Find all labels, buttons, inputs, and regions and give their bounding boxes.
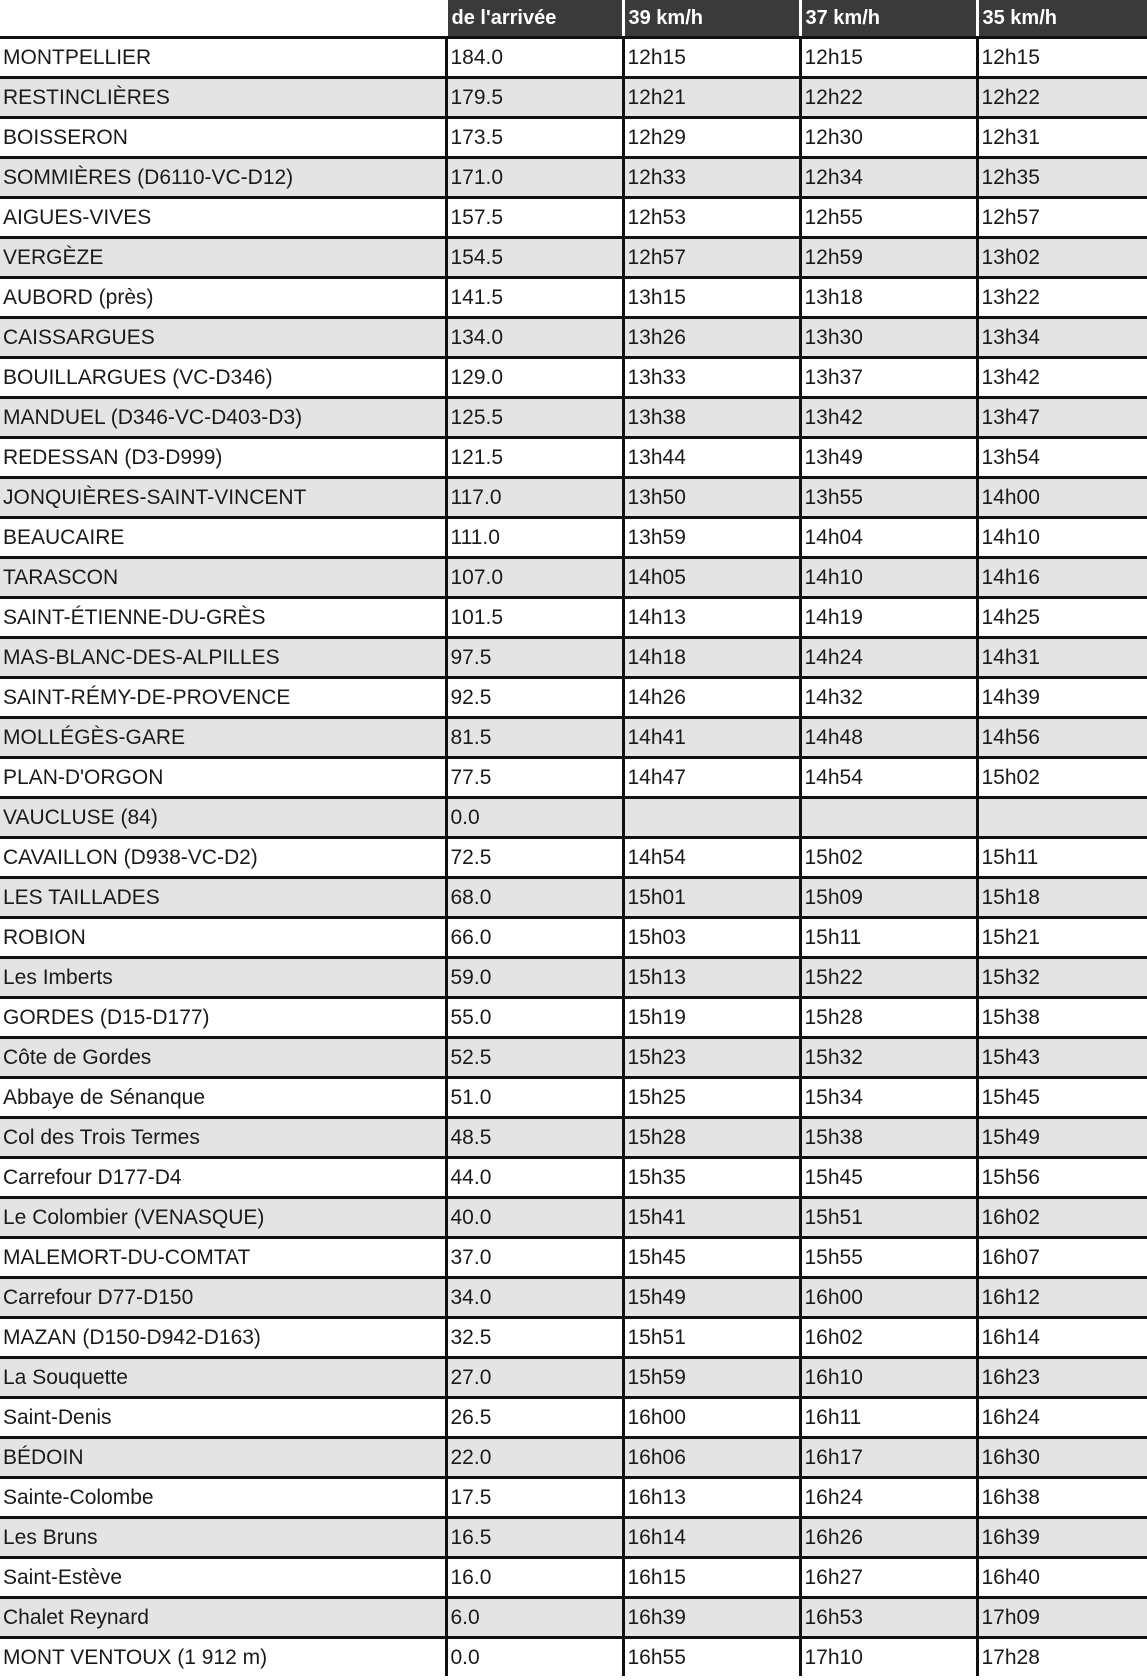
cell-time-35: 12h35 [977, 158, 1147, 198]
table-row [0, 158, 1147, 198]
cell-place: MONT VENTOUX (1 912 m) [0, 1638, 446, 1677]
cell-place: Le Colombier (VENASQUE) [0, 1198, 446, 1238]
cell-time-35: 14h16 [977, 558, 1147, 598]
cell-time-35: 12h22 [977, 78, 1147, 118]
cell-time-37: 14h48 [800, 718, 977, 758]
cell-time-39: 14h05 [623, 558, 800, 598]
cell-time-39: 14h26 [623, 678, 800, 718]
table-row [0, 1358, 1147, 1398]
cell-time-37: 15h02 [800, 838, 977, 878]
cell-time-39: 13h33 [623, 358, 800, 398]
cell-time-35: 16h30 [977, 1438, 1147, 1478]
cell-distance: 173.5 [446, 118, 623, 158]
cell-distance: 157.5 [446, 198, 623, 238]
cell-time-37: 15h22 [800, 958, 977, 998]
cell-time-39: 13h38 [623, 398, 800, 438]
cell-place: CAISSARGUES [0, 318, 446, 358]
cell-time-37: 15h34 [800, 1078, 977, 1118]
cell-place: VAUCLUSE (84) [0, 798, 446, 838]
cell-time-37: 13h42 [800, 398, 977, 438]
cell-time-39: 12h53 [623, 198, 800, 238]
cell-time-35: 13h42 [977, 358, 1147, 398]
table-row [0, 1078, 1147, 1118]
cell-distance: 51.0 [446, 1078, 623, 1118]
cell-time-35: 16h24 [977, 1398, 1147, 1438]
cell-time-39: 16h00 [623, 1398, 800, 1438]
cell-distance: 77.5 [446, 758, 623, 798]
cell-place: Les Bruns [0, 1518, 446, 1558]
cell-place: Saint-Estève [0, 1558, 446, 1598]
cell-time-39: 13h26 [623, 318, 800, 358]
cell-time-35: 15h18 [977, 878, 1147, 918]
cell-place: SOMMIÈRES (D6110-VC-D12) [0, 158, 446, 198]
cell-time-35: 12h57 [977, 198, 1147, 238]
cell-place: BÉDOIN [0, 1438, 446, 1478]
cell-place: SAINT-ÉTIENNE-DU-GRÈS [0, 598, 446, 638]
cell-time-37: 13h49 [800, 438, 977, 478]
table-row [0, 398, 1147, 438]
cell-place: Carrefour D77-D150 [0, 1278, 446, 1318]
cell-distance: 37.0 [446, 1238, 623, 1278]
cell-place: LES TAILLADES [0, 878, 446, 918]
cell-time-37: 12h22 [800, 78, 977, 118]
cell-time-39: 14h54 [623, 838, 800, 878]
table-row [0, 638, 1147, 678]
cell-time-37: 16h11 [800, 1398, 977, 1438]
cell-distance: 111.0 [446, 518, 623, 558]
cell-time-35: 15h38 [977, 998, 1147, 1038]
cell-time-39: 15h23 [623, 1038, 800, 1078]
cell-time-35 [977, 798, 1147, 838]
cell-time-35: 16h07 [977, 1238, 1147, 1278]
cell-time-37: 12h30 [800, 118, 977, 158]
cell-place: MAZAN (D150-D942-D163) [0, 1318, 446, 1358]
cell-time-35: 13h54 [977, 438, 1147, 478]
cell-time-35: 13h34 [977, 318, 1147, 358]
table-row [0, 438, 1147, 478]
cell-time-39: 14h18 [623, 638, 800, 678]
table-row [0, 78, 1147, 118]
cell-time-39: 15h49 [623, 1278, 800, 1318]
table-row [0, 718, 1147, 758]
cell-place: MALEMORT-DU-COMTAT [0, 1238, 446, 1278]
cell-time-35: 16h39 [977, 1518, 1147, 1558]
cell-place: Carrefour D177-D4 [0, 1158, 446, 1198]
cell-time-37: 12h55 [800, 198, 977, 238]
cell-distance: 6.0 [446, 1598, 623, 1638]
cell-distance: 17.5 [446, 1478, 623, 1518]
table-row [0, 318, 1147, 358]
cell-time-35: 15h32 [977, 958, 1147, 998]
cell-place: ROBION [0, 918, 446, 958]
cell-time-39: 13h59 [623, 518, 800, 558]
cell-place: RESTINCLIÈRES [0, 78, 446, 118]
cell-time-39 [623, 798, 800, 838]
cell-distance: 34.0 [446, 1278, 623, 1318]
cell-time-35: 17h28 [977, 1638, 1147, 1677]
table-row [0, 1438, 1147, 1478]
table-row [0, 958, 1147, 998]
cell-place: MONTPELLIER [3, 45, 152, 69]
cell-distance: 81.5 [446, 718, 623, 758]
cell-time-37 [800, 798, 977, 838]
cell-place: CAVAILLON (D938-VC-D2) [0, 838, 446, 878]
cell-time-39: 15h25 [623, 1078, 800, 1118]
cell-place: PLAN-D'ORGON [0, 758, 446, 798]
cell-time-39: 15h51 [623, 1318, 800, 1358]
table-row [0, 1638, 1147, 1677]
cell-time-37: 13h55 [800, 478, 977, 518]
cell-time-39: 12h29 [623, 118, 800, 158]
table-row [0, 1558, 1147, 1598]
cell-distance: 134.0 [446, 318, 623, 358]
header-speed-35: 35 km/h [977, 0, 1147, 38]
cell-time-35: 15h49 [977, 1118, 1147, 1158]
cell-place: VERGÈZE [0, 238, 446, 278]
cell-distance: 117.0 [446, 478, 623, 518]
cell-distance: 44.0 [446, 1158, 623, 1198]
cell-time-35: 13h02 [977, 238, 1147, 278]
cell-distance: 55.0 [446, 998, 623, 1038]
cell-time-37: 14h32 [800, 678, 977, 718]
cell-place: Sainte-Colombe [0, 1478, 446, 1518]
cell-place: MAS-BLANC-DES-ALPILLES [0, 638, 446, 678]
cell-time-39: 12h33 [623, 158, 800, 198]
cell-time-37: 14h19 [800, 598, 977, 638]
cell-time-35: 16h14 [977, 1318, 1147, 1358]
cell-place: Saint-Denis [0, 1398, 446, 1438]
cell-place: BOUILLARGUES (VC-D346) [0, 358, 446, 398]
cell-place: Abbaye de Sénanque [0, 1078, 446, 1118]
cell-distance: 141.5 [446, 278, 623, 318]
cell-distance: 179.5 [446, 78, 623, 118]
table-row [0, 998, 1147, 1038]
table-row [0, 358, 1147, 398]
cell-place: JONQUIÈRES-SAINT-VINCENT [0, 478, 446, 518]
table-row [0, 1158, 1147, 1198]
cell-time-35: 14h56 [977, 718, 1147, 758]
cell-distance: 59.0 [446, 958, 623, 998]
header-speed-39: 39 km/h [623, 0, 800, 38]
cell-time-39: 16h13 [623, 1478, 800, 1518]
cell-place: BOISSERON [0, 118, 446, 158]
cell-distance: 72.5 [446, 838, 623, 878]
cell-time-39: 13h50 [623, 478, 800, 518]
cell-time-37: 14h04 [800, 518, 977, 558]
cell-time-37: 16h53 [800, 1598, 977, 1638]
cell-time-37: 15h28 [800, 998, 977, 1038]
cell-distance: 171.0 [446, 158, 623, 198]
cell-time-35: 15h56 [977, 1158, 1147, 1198]
cell-time-39: 15h28 [623, 1118, 800, 1158]
cell-distance: 125.5 [446, 398, 623, 438]
header-distance: de l'arrivée [446, 0, 623, 38]
cell-place: REDESSAN (D3-D999) [0, 438, 446, 478]
table-row [0, 1398, 1147, 1438]
cell-distance: 92.5 [446, 678, 623, 718]
table-row [0, 1238, 1147, 1278]
table-row [0, 198, 1147, 238]
cell-time-37: 15h09 [800, 878, 977, 918]
table-row [0, 38, 1147, 78]
cell-distance: 101.5 [446, 598, 623, 638]
table-row [0, 798, 1147, 838]
cell-time-37: 16h17 [800, 1438, 977, 1478]
cell-place: Les Imberts [0, 958, 446, 998]
cell-time-37: 14h24 [800, 638, 977, 678]
table-row [0, 478, 1147, 518]
cell-time-37: 16h00 [800, 1278, 977, 1318]
cell-time-37: 14h10 [800, 558, 977, 598]
cell-place: SAINT-RÉMY-DE-PROVENCE [0, 678, 446, 718]
header-row [0, 0, 1147, 38]
cell-time-35: 15h21 [977, 918, 1147, 958]
cell-distance: 0.0 [446, 1638, 623, 1677]
timetable-header [0, 0, 1147, 38]
cell-time-35: 15h43 [977, 1038, 1147, 1078]
cell-time-37: 12h34 [800, 158, 977, 198]
cell-time-37: 12h15 [800, 38, 977, 78]
cell-place: La Souquette [0, 1358, 446, 1398]
cell-time-37: 15h55 [800, 1238, 977, 1278]
cell-time-37: 15h32 [800, 1038, 977, 1078]
cell-distance: 52.5 [446, 1038, 623, 1078]
cell-time-37: 16h24 [800, 1478, 977, 1518]
table-row [0, 918, 1147, 958]
cell-place: Chalet Reynard [0, 1598, 446, 1638]
cell-time-35: 12h15 [977, 38, 1147, 78]
table-row [0, 878, 1147, 918]
cell-time-39: 13h44 [623, 438, 800, 478]
table-row [0, 518, 1147, 558]
cell-time-37: 15h51 [800, 1198, 977, 1238]
cell-distance: 0.0 [446, 798, 623, 838]
table-row [0, 278, 1147, 318]
table-row [0, 598, 1147, 638]
cell-time-35: 12h31 [977, 118, 1147, 158]
cell-distance: 129.0 [446, 358, 623, 398]
cell-time-39: 13h15 [623, 278, 800, 318]
cell-time-37: 14h54 [800, 758, 977, 798]
cell-time-35: 14h00 [977, 478, 1147, 518]
cell-time-37: 17h10 [800, 1638, 977, 1677]
cell-time-39: 14h47 [623, 758, 800, 798]
cell-time-35: 16h38 [977, 1478, 1147, 1518]
cell-time-39: 16h55 [623, 1638, 800, 1677]
cell-place: MOLLÉGÈS-GARE [0, 718, 446, 758]
cell-time-35: 15h45 [977, 1078, 1147, 1118]
cell-distance: 22.0 [446, 1438, 623, 1478]
cell-time-35: 17h09 [977, 1598, 1147, 1638]
table-row [0, 238, 1147, 278]
cell-time-35: 14h31 [977, 638, 1147, 678]
header-speed-37: 37 km/h [800, 0, 977, 38]
cell-time-35: 13h22 [977, 278, 1147, 318]
table-row [0, 1278, 1147, 1318]
cell-distance: 16.0 [446, 1558, 623, 1598]
cell-time-39: 12h57 [623, 238, 800, 278]
cell-time-39: 15h01 [623, 878, 800, 918]
cell-time-37: 15h11 [800, 918, 977, 958]
cell-time-35: 16h12 [977, 1278, 1147, 1318]
cell-time-35: 16h40 [977, 1558, 1147, 1598]
cell-time-39: 16h39 [623, 1598, 800, 1638]
cell-time-37: 15h45 [800, 1158, 977, 1198]
cell-time-39: 14h41 [623, 718, 800, 758]
cell-time-35: 16h02 [977, 1198, 1147, 1238]
cell-time-37: 12h59 [800, 238, 977, 278]
cell-distance: 26.5 [446, 1398, 623, 1438]
cell-time-39: 16h06 [623, 1438, 800, 1478]
cell-distance: 16.5 [446, 1518, 623, 1558]
cell-distance: 97.5 [446, 638, 623, 678]
cell-time-37: 16h02 [800, 1318, 977, 1358]
table-row [0, 1118, 1147, 1158]
header-place [0, 0, 446, 38]
cell-time-35: 16h23 [977, 1358, 1147, 1398]
cell-time-39: 15h13 [623, 958, 800, 998]
table-row [0, 758, 1147, 798]
cell-time-39: 15h45 [623, 1238, 800, 1278]
cell-place: MANDUEL (D346-VC-D403-D3) [0, 398, 446, 438]
cell-place: Côte de Gordes [0, 1038, 446, 1078]
cell-distance: 68.0 [446, 878, 623, 918]
cell-time-35: 15h11 [977, 838, 1147, 878]
cell-distance: 27.0 [446, 1358, 623, 1398]
cell-time-35: 15h02 [977, 758, 1147, 798]
cell-time-37: 16h26 [800, 1518, 977, 1558]
table-row [0, 1038, 1147, 1078]
cell-place: BEAUCAIRE [0, 518, 446, 558]
cell-time-37: 13h37 [800, 358, 977, 398]
table-row [0, 838, 1147, 878]
cell-time-35: 14h10 [977, 518, 1147, 558]
table-row [0, 1598, 1147, 1638]
table-row [0, 1318, 1147, 1358]
table-row [0, 1198, 1147, 1238]
cell-time-39: 15h19 [623, 998, 800, 1038]
timetable-body [0, 38, 1147, 1677]
cell-time-39: 12h21 [623, 78, 800, 118]
cell-distance: 184.0 [446, 38, 623, 78]
cell-time-37: 16h10 [800, 1358, 977, 1398]
cell-distance: 121.5 [446, 438, 623, 478]
cell-time-39: 16h15 [623, 1558, 800, 1598]
cell-time-39: 16h14 [623, 1518, 800, 1558]
cell-place: GORDES (D15-D177) [0, 998, 446, 1038]
cell-time-39: 15h03 [623, 918, 800, 958]
table-row [0, 1478, 1147, 1518]
cell-distance: 107.0 [446, 558, 623, 598]
cell-time-39: 14h13 [623, 598, 800, 638]
cell-time-39: 12h15 [623, 38, 800, 78]
cell-place: TARASCON [0, 558, 446, 598]
table-row [0, 1518, 1147, 1558]
cell-time-37: 16h27 [800, 1558, 977, 1598]
cell-time-37: 13h30 [800, 318, 977, 358]
cell-place: AIGUES-VIVES [0, 198, 446, 238]
cell-distance: 48.5 [446, 1118, 623, 1158]
cell-place: Col des Trois Termes [0, 1118, 446, 1158]
cell-time-35: 14h25 [977, 598, 1147, 638]
table-row [0, 678, 1147, 718]
cell-time-37: 13h18 [800, 278, 977, 318]
cell-time-35: 13h47 [977, 398, 1147, 438]
cell-distance: 66.0 [446, 918, 623, 958]
cell-time-37: 15h38 [800, 1118, 977, 1158]
cell-time-39: 15h41 [623, 1198, 800, 1238]
cell-place: AUBORD (près) [0, 278, 446, 318]
cell-time-35: 14h39 [977, 678, 1147, 718]
cell-distance: 40.0 [446, 1198, 623, 1238]
table-row [0, 118, 1147, 158]
cell-distance: 32.5 [446, 1318, 623, 1358]
cell-time-39: 15h59 [623, 1358, 800, 1398]
cell-time-39: 15h35 [623, 1158, 800, 1198]
cell-distance: 154.5 [446, 238, 623, 278]
table-row [0, 558, 1147, 598]
